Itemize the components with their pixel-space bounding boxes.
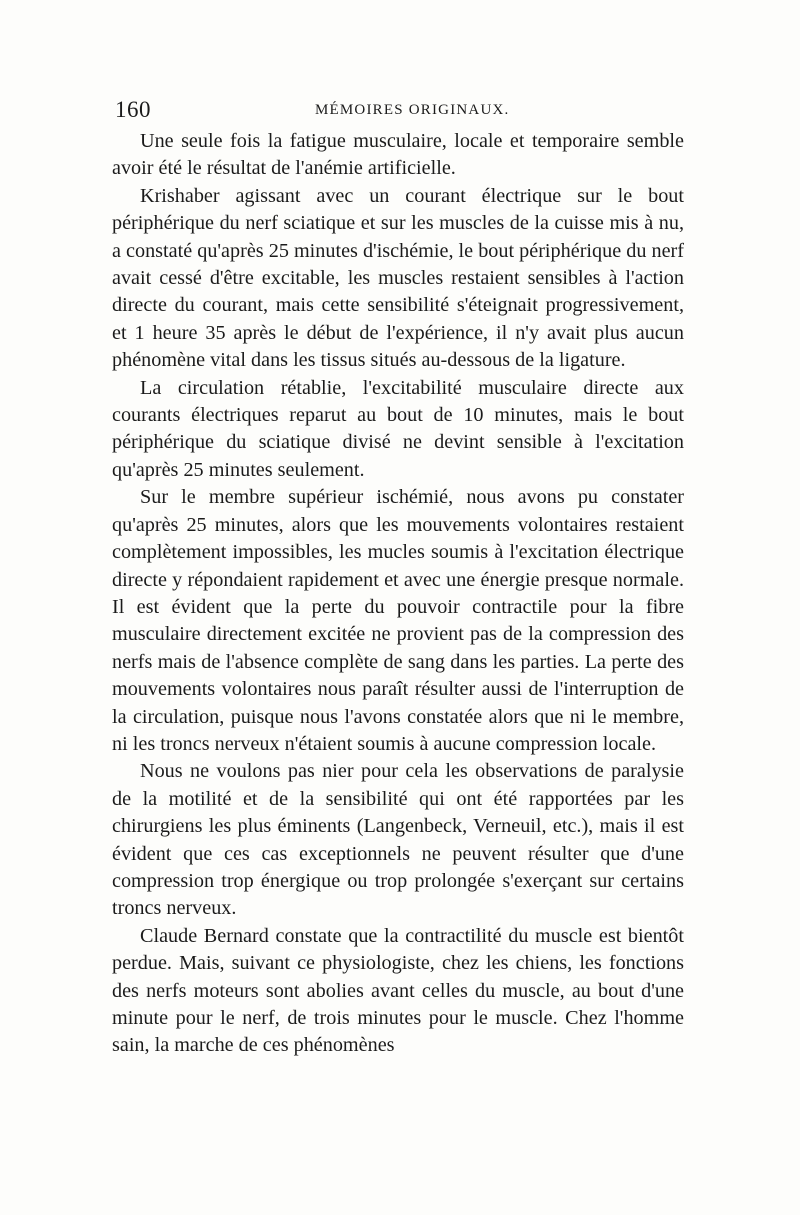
paragraph: Claude Bernard constate que la contractilité du muscle est bientôt perdue. Mais, suivant ce physiologiste, chez les chiens, les fonctions des nerfs moteurs sont abolies avant celles du muscle, au bout d'une minute pour le nerf, de trois minutes pour le muscle. Chez l'homme sain, la marche de ces phénomènes	[112, 924, 684, 1057]
running-title: MÉMOIRES ORIGINAUX.	[315, 102, 510, 118]
running-header	[115, 96, 685, 124]
paragraph: Nous ne voulons pas nier pour cela les observations de paralysie de la motilité et de la sensibilité qui ont été rapportées par les chirurgiens les plus éminents (Langenbeck, Verneuil, etc.), mais il est évident que ces cas exceptionnels ne peuvent résulter que d'une compression trop énergique ou trop prolongée s'exerçant sur certains troncs nerveux.	[112, 760, 684, 920]
paragraph: Une seule fois la fatigue musculaire, locale et temporaire semble avoir été le résultat de l'anémie artificielle.	[112, 130, 684, 180]
body-text	[112, 128, 684, 1060]
paragraph: Sur le membre supérieur ischémié, nous avons pu constater qu'après 25 minutes, alors que les mouvements volontaires restaient complètement impossibles, les mucles soumis à l'excitation électrique directe y répondaient rapidement et avec une énergie presque normale. Il est évident que la perte du pouvoir contractile pour la fibre musculaire directement excitée ne provient pas de la compression des nerfs mais de l'absence complète de sang dans les parties. La perte des mouvements volontaires nous paraît résulter aussi de l'interruption de la circulation, puisque nous l'avons constatée alors que ni le membre, ni les troncs nerveux n'étaient soumis à aucune compression locale.	[112, 486, 684, 755]
paragraph: Krishaber agissant avec un courant électrique sur le bout périphérique du nerf sciatique et sur les muscles de la cuisse mis à nu, a constaté qu'après 25 minutes d'ischémie, le bout périphérique du nerf avait cessé d'être excitable, les muscles restaient sensibles à l'action directe du courant, mais cette sensibilité s'éteignait progressivement, et 1 heure 35 après le début de l'expérience, il n'y avait plus aucun phénomène vital dans les tissus situés au-dessous de la ligature.	[112, 184, 684, 372]
page-number: 160	[115, 97, 151, 122]
paragraph: La circulation rétablie, l'excitabilité musculaire directe aux courants électriques reparut au bout de 10 minutes, mais le bout périphérique du sciatique divisé ne devint sensible à l'excitation qu'après 25 minutes seulement.	[112, 376, 684, 481]
